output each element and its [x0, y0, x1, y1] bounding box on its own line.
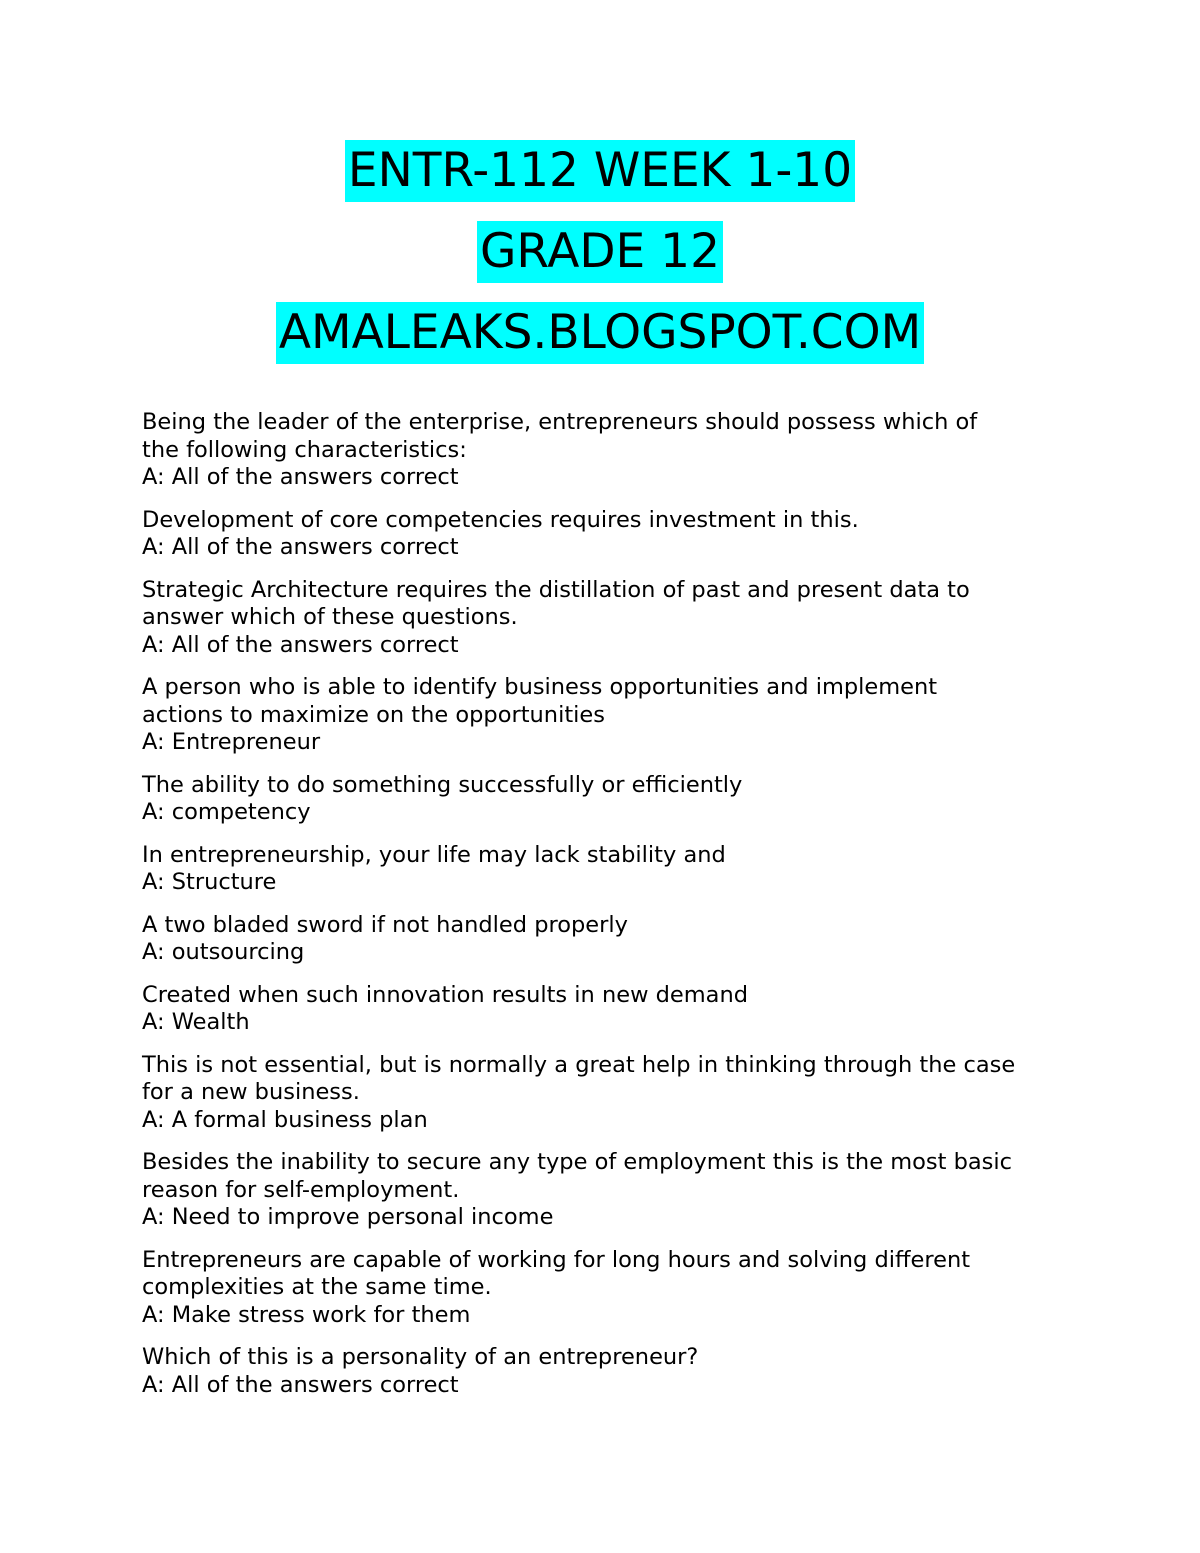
qa-item: [142, 507, 1082, 562]
question-text: Entrepreneurs are capable of working for long hours and solving different complexities at the same time.: [142, 1246, 971, 1300]
qa-item: [142, 982, 1082, 1037]
qa-list: [142, 409, 1082, 1414]
answer-text: A: A formal business plan: [142, 1106, 428, 1133]
answer-text: A: outsourcing: [142, 939, 305, 965]
question-text: Which of this is a personality of an entrepreneur?: [142, 1344, 699, 1370]
answer-text: A: Make stress work for them: [142, 1301, 471, 1328]
question-text: Being the leader of the enterprise, entrepreneurs should possess which of the following characteristics:: [142, 409, 978, 463]
qa-item: [142, 1247, 1082, 1330]
qa-item: [142, 674, 1082, 757]
qa-item: [142, 409, 1082, 492]
answer-text: A: All of the answers correct: [142, 534, 459, 560]
qa-item: [142, 842, 1082, 897]
document-header: [0, 140, 1200, 383]
question-text: In entrepreneurship, your life may lack stability and: [142, 841, 726, 868]
header-line-site: [0, 302, 1200, 383]
qa-item: [142, 1052, 1082, 1135]
grade-label: GRADE 12: [477, 221, 723, 283]
question-text: This is not essential, but is normally a great help in thinking through the case for a new business.: [142, 1051, 1016, 1105]
question-text: A two bladed sword if not handled properly: [142, 911, 628, 938]
qa-item: [142, 577, 1082, 660]
qa-item: [142, 772, 1082, 827]
question-text: Created when such innovation results in new demand: [142, 981, 748, 1008]
question-text: Besides the inability to secure any type of employment this is the most basic reason for self-employment.: [142, 1149, 1012, 1203]
question-text: Strategic Architecture requires the distillation of past and present data to answer which of these questions.: [142, 576, 970, 630]
answer-text: A: competency: [142, 799, 311, 825]
qa-item: [142, 1344, 1082, 1399]
answer-text: A: Wealth: [142, 1009, 250, 1035]
header-line-grade: [0, 221, 1200, 302]
question-text: Development of core competencies requires investment in this.: [142, 506, 859, 533]
site-name: AMALEAKS.BLOGSPOT.COM: [276, 302, 924, 364]
qa-item: [142, 912, 1082, 967]
answer-text: A: Entrepreneur: [142, 729, 321, 755]
answer-text: A: All of the answers correct: [142, 464, 459, 490]
question-text: A person who is able to identify business opportunities and implement actions to maximize on the opportunities: [142, 674, 938, 728]
answer-text: A: Need to improve personal income: [142, 1204, 554, 1230]
answer-text: A: All of the answers correct: [142, 631, 459, 658]
answer-text: A: All of the answers correct: [142, 1371, 459, 1398]
header-line-course: [0, 140, 1200, 221]
answer-text: A: Structure: [142, 869, 277, 895]
qa-item: [142, 1149, 1082, 1232]
question-text: The ability to do something successfully or efficiently: [142, 771, 743, 798]
course-title: ENTR-112 WEEK 1-10: [345, 140, 855, 202]
